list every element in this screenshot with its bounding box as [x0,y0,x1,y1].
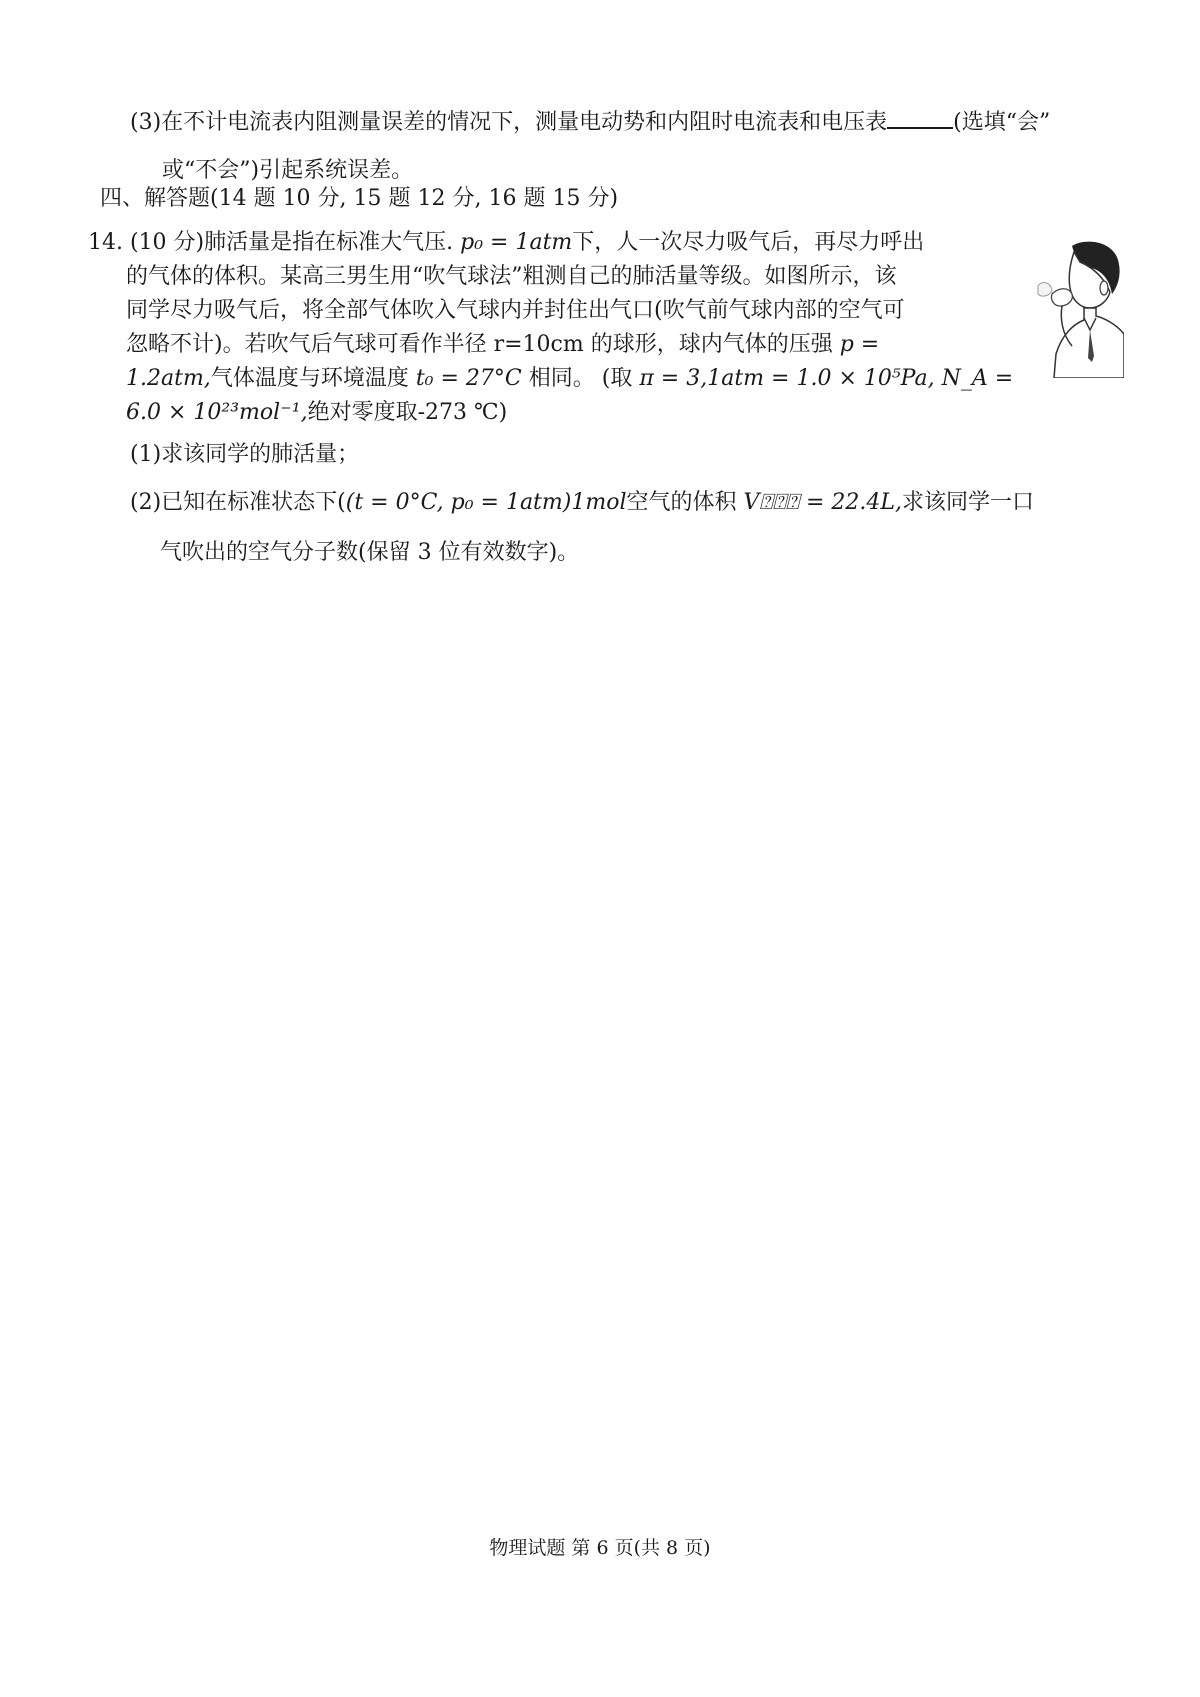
q13-part3-text-b: (选填“会” [953,110,1051,135]
q14-l6-math: 6.0 × 10²³mol⁻¹, [126,400,308,425]
q14-l5-text-a: 气体温度与环境温度 [210,366,409,391]
section4-heading-text: 四、解答题(14 题 10 分, 15 题 12 分, 16 题 15 分) [100,186,619,211]
student-blowing-balloon-illustration [1032,238,1124,378]
q14-sub1 [130,440,359,470]
q14-line4 [126,330,879,360]
page-footer [0,1535,1200,1561]
q14-l1-text-b: 下，人一次尽力吸气后，再尽力呼出 [572,230,925,255]
q14-l1-text-a: 14. (10 分)肺活量是指在标准大气压. [88,230,454,255]
q14-l4-math: p = [839,332,880,357]
q14-l5-math3: π = 3,1atm = 1.0 × 10⁵Pa, N_A = [639,366,1014,391]
q14-sub2-text-a: (2)已知在标准状态下( [130,490,346,515]
q14-l6-text: 绝对零度取-273 ℃) [307,400,508,425]
q14-sub2-math2: V⍰⍰⍰ = 22.4L, [743,490,903,515]
q14-l4-text: 忽略不计)。若吹气后气球可看作半径 r=10cm 的球形，球内气体的压强 [126,332,833,357]
q14-line1 [88,228,924,258]
q14-line3 [126,296,905,326]
q14-l5-text-b: 相同。 [528,366,595,391]
q14-l5-text-c: (取 [601,366,633,391]
q14-l2-text: 的气体的体积。某高三男生用“吹气球法”粗测自己的肺活量等级。如图所示，该 [126,264,897,289]
q14-l3-text: 同学尽力吸气后，将全部气体吹入气球内并封住出气口(吹气前气球内部的空气可 [126,298,905,323]
q13-part3-text-a: (3)在不计电流表内阻测量误差的情况下，测量电动势和内阻时电流表和电压表 [130,110,888,135]
q14-l5-math1: 1.2atm, [126,366,211,391]
q14-sub2-text-c: 求该同学一口 [902,490,1035,515]
q14-line6 [126,398,507,428]
q14-l5-math2: t₀ = 27°C [415,366,522,391]
q14-sub2-text-b: 空气的体积 [626,490,737,515]
q14-sub2-math: (t = 0°C, p₀ = 1atm)1mol [345,490,627,515]
answer-blank [887,109,953,129]
q14-line2 [126,262,897,292]
page-footer-text: 物理试题 第 6 页(共 8 页) [489,1537,711,1559]
q14-sub2-text-d: 气吹出的空气分子数(保留 3 位有效数字)。 [160,540,580,565]
q14-sub2-line2 [160,538,579,568]
section4-heading [100,184,618,214]
q14-line5 [126,364,1013,394]
q14-sub1-text: (1)求该同学的肺活量； [130,442,360,467]
q13-part3-text-c: 或“不会”)引起系统误差。 [162,158,414,183]
q14-sub2-line1 [130,488,1034,518]
q13-part3-line1 [130,108,1050,138]
q13-part3-line2 [162,156,413,186]
q14-l1-math: p₀ = 1atm [460,230,573,255]
